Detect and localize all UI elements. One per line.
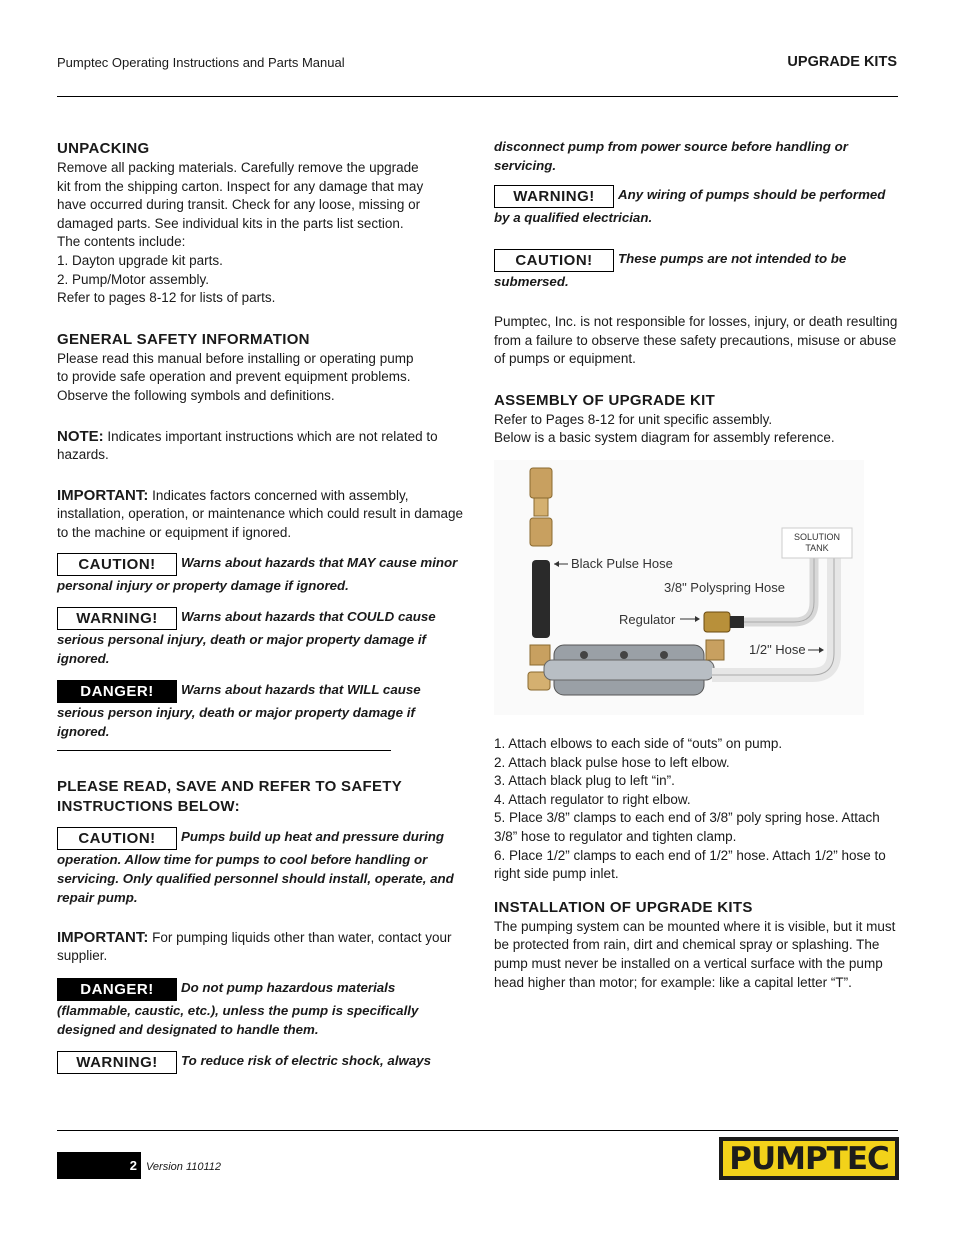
- assembly-steps: [494, 735, 904, 884]
- important-lead: IMPORTANT:: [57, 486, 149, 504]
- warning-wiring-text: Any wiring of pumps should be performed by a qualified electrician.: [494, 187, 886, 225]
- logo-text: PUMPTEC: [729, 1140, 889, 1177]
- header-rule: [57, 96, 898, 97]
- unpacking-body: [57, 159, 467, 308]
- regulator-cap: [730, 616, 744, 628]
- system-diagram: [494, 460, 864, 715]
- manual-title: Pumptec Operating Instructions and Parts Manual: [57, 55, 345, 70]
- important-text: Indicates factors concerned with assembly, installation, operation, or maintenance which could result in damage to the machine or equipment if ignored.: [57, 487, 463, 540]
- black-pulse-hose: [532, 560, 550, 638]
- unpacking-line: damaged parts. See individual kits in the parts list section.: [57, 215, 404, 231]
- assembly-line: Refer to Pages 8-12 for unit specific assembly.: [494, 411, 773, 427]
- important-definition: [57, 487, 467, 543]
- unpacking-heading: UNPACKING: [57, 140, 150, 157]
- brass-fitting: [530, 518, 552, 546]
- unpacking-line: Remove all packing materials. Carefully remove the upgrade: [57, 160, 419, 175]
- unpacking-line: 1. Dayton upgrade kit parts.: [57, 252, 223, 268]
- assembly-heading: ASSEMBLY OF UPGRADE KIT: [494, 391, 716, 409]
- important-lead: IMPORTANT:: [57, 928, 149, 946]
- caution-submersed-text: These pumps are not intended to be submersed.: [494, 251, 847, 289]
- danger-hazardous: [57, 978, 467, 1039]
- installation-heading: INSTALLATION OF UPGRADE KITS: [494, 898, 753, 916]
- warning-label: WARNING!: [57, 607, 177, 630]
- disclaimer: Pumptec, Inc. is not responsible for losses, injury, or death resulting from a failure to observe these safety precautions, misuse or abuse of pumps or equipment.: [494, 314, 898, 367]
- right-elbow: [706, 640, 724, 660]
- warning-definition: [57, 607, 467, 668]
- tank-label: TANK: [805, 542, 829, 553]
- warning-shock-continued: disconnect pump from power source before handling or servicing.: [494, 139, 848, 173]
- footer-rule: [57, 1130, 898, 1131]
- brass-fitting: [534, 498, 548, 516]
- assembly-step: 2. Attach black pulse hose to left elbow.: [494, 754, 730, 770]
- system-diagram-svg: [494, 460, 864, 715]
- danger-label: DANGER!: [57, 978, 177, 1001]
- caution-definition-text: Warns about hazards that MAY cause minor personal injury or property damage if ignored.: [57, 554, 458, 593]
- general-safety-line: Please read this manual before installing or operating pump: [57, 350, 414, 366]
- half-hose-label: 1/2" Hose: [749, 641, 806, 657]
- caution-definition: [57, 553, 467, 595]
- assembly-step: 6. Place 1/2” clamps to each end of 1/2” hose. Attach 1/2” hose to right side pump inlet.: [494, 847, 886, 882]
- warning-label: WARNING!: [57, 1051, 177, 1074]
- solution-label: SOLUTION: [793, 531, 841, 542]
- regulator: [704, 612, 730, 632]
- assembly-step: 1. Attach elbows to each side of “outs” on pump.: [494, 735, 783, 751]
- note-text: Indicates important instructions which are not related to hazards.: [57, 428, 438, 463]
- brass-fitting: [530, 468, 552, 498]
- unpacking-line: have occurred during transit. Check for any loose, missing or: [57, 197, 421, 213]
- caution-label: CAUTION!: [57, 827, 177, 850]
- important-liquids: [57, 929, 467, 966]
- caution-heat: [57, 827, 467, 907]
- unpacking-line: The contents include:: [57, 234, 186, 250]
- assembly-step: 4. Attach regulator to right elbow.: [494, 791, 691, 807]
- assembly-line: Below is a basic system diagram for assembly reference.: [494, 430, 835, 446]
- caution-submersed: [494, 249, 904, 291]
- danger-hazardous-text: Do not pump hazardous materials (flammable, caustic, etc.), unless the pump is specifically designed and designated to handle them.: [57, 979, 419, 1037]
- regulator-label: Regulator: [619, 611, 676, 627]
- section-separator: [57, 741, 391, 751]
- assembly-step: 5. Place 3/8” clamps to each end of 3/8” poly spring hose. Attach 3/8” hose to regulator and tighten clamp.: [494, 810, 880, 844]
- version-label: Version 110112: [146, 1161, 222, 1173]
- general-safety-body: [57, 350, 467, 406]
- important-liquids-text: For pumping liquids other than water, contact your supplier.: [57, 929, 452, 964]
- section-title: UPGRADE KITS: [787, 54, 897, 70]
- pump-manifold: [544, 660, 714, 680]
- danger-definition: [57, 680, 467, 741]
- danger-label: DANGER!: [57, 680, 177, 703]
- black-pulse-hose-label: Black Pulse Hose: [571, 555, 673, 571]
- general-safety-heading: GENERAL SAFETY INFORMATION: [57, 330, 310, 348]
- unpacking-line: 2. Pump/Motor assembly.: [57, 271, 210, 287]
- warning-definition-text: Warns about hazards that COULD cause serious personal injury, death or major property damage if ignored.: [57, 608, 436, 666]
- general-safety-line: Observe the following symbols and definitions.: [57, 387, 335, 403]
- unpacking-line: Refer to pages 8-12 for lists of parts.: [57, 290, 276, 306]
- note-lead: NOTE:: [57, 427, 104, 445]
- warning-shock: [57, 1051, 467, 1074]
- assembly-step: 3. Attach black plug to left “in”.: [494, 773, 675, 789]
- warning-shock-text: To reduce risk of electric shock, always: [181, 1052, 432, 1068]
- warning-wiring: [494, 185, 904, 227]
- general-safety-line: to provide safe operation and prevent equipment problems.: [57, 369, 411, 385]
- pumptec-logo: [719, 1137, 899, 1180]
- caution-label: CAUTION!: [494, 249, 614, 272]
- unpacking-line: kit from the shipping carton. Inspect for any damage that may: [57, 178, 424, 194]
- caution-heat-text: Pumps build up heat and pressure during operation. Allow time for pumps to cool before handling or servicing. Only qualified personnel should install, operate, and repair pump.: [57, 828, 454, 905]
- danger-definition-text: Warns about hazards that WILL cause serious person injury, death or major property damage if ignored.: [57, 681, 421, 739]
- warning-label: WARNING!: [494, 185, 614, 208]
- polyspring-hose-label: 3/8" Polyspring Hose: [664, 579, 785, 595]
- page-number: 2: [129, 1158, 137, 1173]
- note-definition: [57, 428, 467, 465]
- right-column: [494, 137, 904, 992]
- caution-label: CAUTION!: [57, 553, 177, 576]
- left-column: [57, 139, 467, 1074]
- please-read-heading: PLEASE READ, SAVE AND REFER TO SAFETY INSTRUCTIONS BELOW:: [57, 777, 402, 815]
- installation-text: The pumping system can be mounted where it is visible, but it must be protected from rain, dirt and chemical spray or splashing. The pump must never be installed on a vertical surface with the pump head higher than motor; for example: like a capital letter “T”.: [494, 918, 896, 990]
